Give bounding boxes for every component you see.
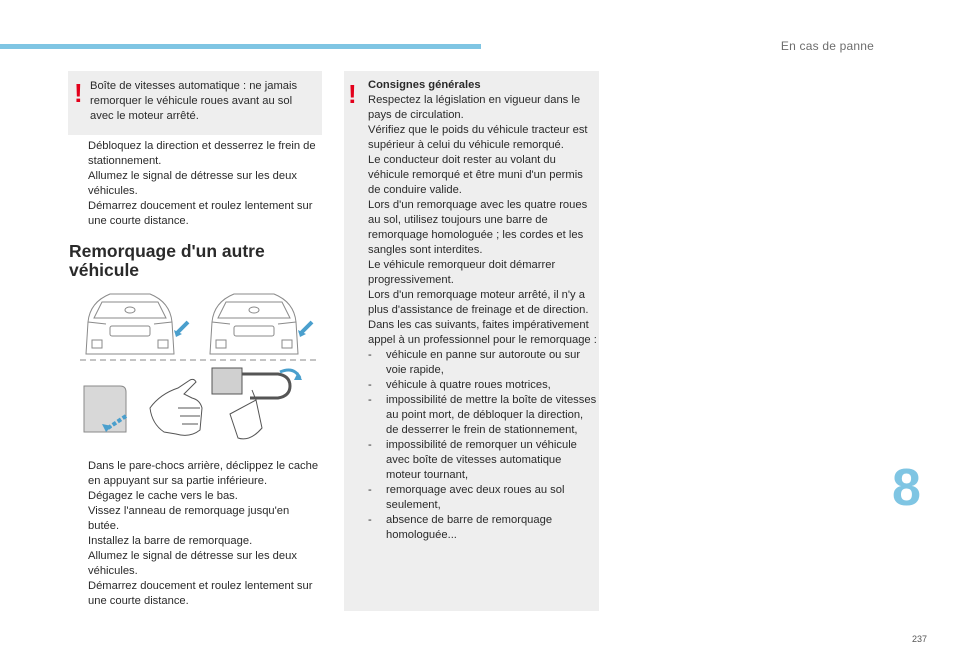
hand-drawing — [150, 379, 202, 435]
car-rear-right-drawing — [210, 294, 298, 354]
list-item: Vissez l'anneau de remorquage jusqu'en butée. — [88, 505, 290, 532]
warning-box-automatic-gearbox — [68, 71, 322, 135]
warning-paragraph: Dans les cas suivants, faites impérativement appel à un professionnel pour le remorquage : — [368, 319, 597, 346]
list-item: Dégagez le cache vers le bas. — [88, 490, 238, 502]
list-item: - remorquage avec deux roues au sol seulement, — [368, 484, 565, 511]
header-accent-bar — [0, 44, 481, 49]
towing-eye-illustration — [80, 282, 320, 447]
list-item: - absence de barre de remorquage homologuée... — [368, 514, 553, 541]
warning-content — [368, 78, 598, 543]
list-item: Installez la barre de remorquage. — [88, 535, 253, 547]
warning-paragraph: Respectez la législation en vigueur dans le pays de circulation. — [368, 94, 581, 121]
warning-heading: Consignes générales — [368, 79, 481, 91]
warning-icon: ! — [348, 79, 357, 109]
list-item: Allumez le signal de détresse sur les deux véhicules. — [88, 170, 297, 197]
list-item: Dans le pare-chocs arrière, déclippez le cache en appuyant sur sa partie inférieure. — [88, 460, 319, 487]
warning-icon: ! — [74, 78, 83, 108]
section-heading: Remorquage d'un autre véhicule — [69, 241, 265, 280]
section-title: En cas de panne — [780, 39, 874, 53]
steps-list-before — [70, 139, 322, 229]
warning-paragraph: Le véhicule remorqueur doit démarrer progressivement. — [368, 259, 556, 286]
page-number: 237 — [912, 634, 928, 644]
list-item: Allumez le signal de détresse sur les deux véhicules. — [88, 550, 297, 577]
list-item: Démarrez doucement et roulez lentement sur une courte distance. — [88, 200, 313, 227]
list-item: Démarrez doucement et roulez lentement sur une courte distance. — [88, 580, 313, 607]
towing-eye-drawing — [212, 368, 302, 439]
warning-paragraph: Lors d'un remorquage moteur arrêté, il n'y a plus d'assistance de freinage et de direction. — [368, 289, 589, 316]
list-item: - véhicule à quatre roues motrices, — [368, 379, 551, 391]
chapter-number: 8 — [892, 459, 921, 517]
warning-box-general-instructions — [344, 71, 599, 611]
list-item: - véhicule en panne sur autoroute ou sur voie rapide, — [368, 349, 581, 376]
warning-paragraph: Lors d'un remorquage avec les quatre roues au sol, utilisez toujours une barre de remorquage homologuée ; les cordes et les sangles sont interdites. — [368, 199, 588, 256]
steps-list-towing — [70, 459, 322, 609]
list-item: - impossibilité de mettre la boîte de vitesses au point mort, de débloquer la direction, de desserrer le frein de stationnement, — [368, 394, 597, 436]
warning-text: Boîte de vitesses automatique : ne jamais remorquer le véhicule roues avant au sol avec le moteur arrêté. — [90, 80, 298, 122]
warning-paragraph: Vérifiez que le poids du véhicule tracteur est supérieur à celui du véhicule remorqué. — [368, 124, 588, 151]
bumper-cover-drawing — [84, 386, 126, 432]
car-rear-left-drawing — [86, 294, 174, 354]
list-item: Débloquez la direction et desserrez le frein de stationnement. — [88, 140, 316, 167]
list-item: - impossibilité de remorquer un véhicule avec boîte de vitesses automatique moteur tournant, — [368, 439, 577, 481]
warning-paragraph: Le conducteur doit rester au volant du véhicule remorqué et être muni d'un permis de conduire valide. — [368, 154, 583, 196]
